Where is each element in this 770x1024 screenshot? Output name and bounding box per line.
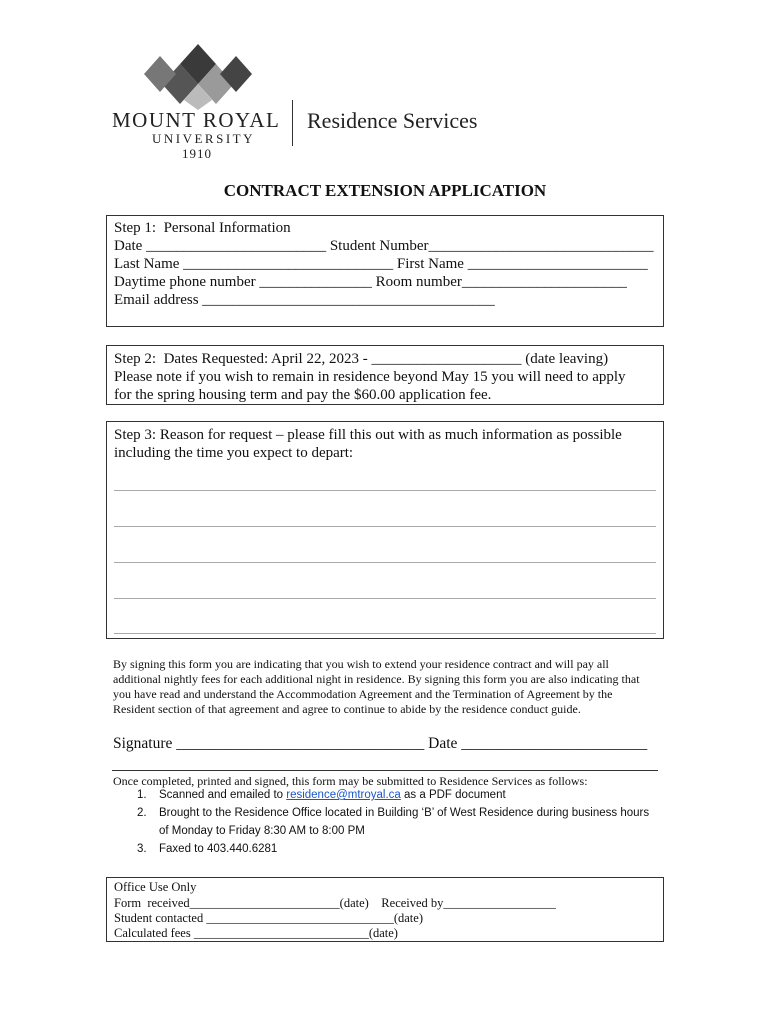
office-calculated-fees[interactable]: Calculated fees ____________________________(date) [114,926,398,940]
signature-rule [112,770,658,771]
office-use-box [106,877,664,942]
submit-item1 [159,786,506,804]
submit-item2-line1: Brought to the Residence Office located in Building ‘B’ of West Residence during business hours [159,807,650,819]
phone-room-field[interactable]: Daytime phone number _______________ Room number______________________ [114,274,627,290]
office-heading: Office Use Only [114,880,197,894]
submit-item1-post: as a PDF document [400,789,506,801]
submit-item2-line2: of Monday to Friday 8:30 AM to 8:00 PM [159,825,365,837]
email-field[interactable]: Email address _______________________________________ [114,292,495,308]
logo-service-name: Residence Services [307,108,478,133]
step2-box [106,345,664,405]
logo-year: 1910 [182,146,212,161]
step1-heading: Step 1: Personal Information [114,220,291,236]
submit-item1-pre: Scanned and emailed to [159,789,287,801]
step3-instructions: Step 3: Reason for request – please fill this out with as much information as possible including the time you expect to depart: [114,427,622,461]
submit-item3-number: 3. [137,843,147,855]
submit-item2-number: 2. [137,807,147,819]
reason-line-4[interactable] [114,598,656,599]
name-field[interactable]: Last Name ____________________________ First Name ________________________ [114,256,648,272]
submit-intro: Once completed, printed and signed, this form may be submitted to Residence Services as follows: [113,774,588,788]
mount-royal-logo-icon [140,42,256,110]
step1-box [106,215,664,327]
reason-line-5[interactable] [114,633,656,634]
reason-line-3[interactable] [114,562,656,563]
reason-line-2[interactable] [114,526,656,527]
signature-date-field[interactable]: Signature ________________________________ Date ________________________ [113,735,648,752]
step2-note-line1: Please note if you wish to remain in residence beyond May 15 you will need to apply [114,369,626,385]
step2-note-line2: for the spring housing term and pay the $60.00 application fee. [114,387,492,403]
logo-name: MOUNT ROYAL [112,108,281,132]
consent-paragraph: By signing this form you are indicating that you wish to extend your residence contract and will pay all additional nightly fees for each additional night in residence. By signing this form you are also indicating that you have read and understand the Accommodation Agreement and the Termination of Agreement by the Resident section of that agreement and agree to continue to abide by the residence conduct guide. [113,657,640,716]
step2-dates-field[interactable]: Step 2: Dates Requested: April 22, 2023 - ____________________ (date leaving) [114,351,609,367]
logo-university: UNIVERSITY [152,131,255,146]
office-student-contacted[interactable]: Student contacted ______________________________(date) [114,911,423,925]
step3-box [106,421,664,639]
submit-item3: Faxed to 403.440.6281 [159,843,278,855]
date-student-number-field[interactable]: Date ________________________ Student Number______________________________ [114,238,654,254]
residence-email-link[interactable]: residence@mtroyal.ca [286,789,401,801]
page-title: CONTRACT EXTENSION APPLICATION [223,181,547,200]
logo-divider [292,100,293,146]
submit-item1-number: 1. [137,789,147,801]
reason-line-1[interactable] [114,490,656,491]
office-form-received[interactable]: Form received________________________(date) Received by__________________ [114,896,556,910]
